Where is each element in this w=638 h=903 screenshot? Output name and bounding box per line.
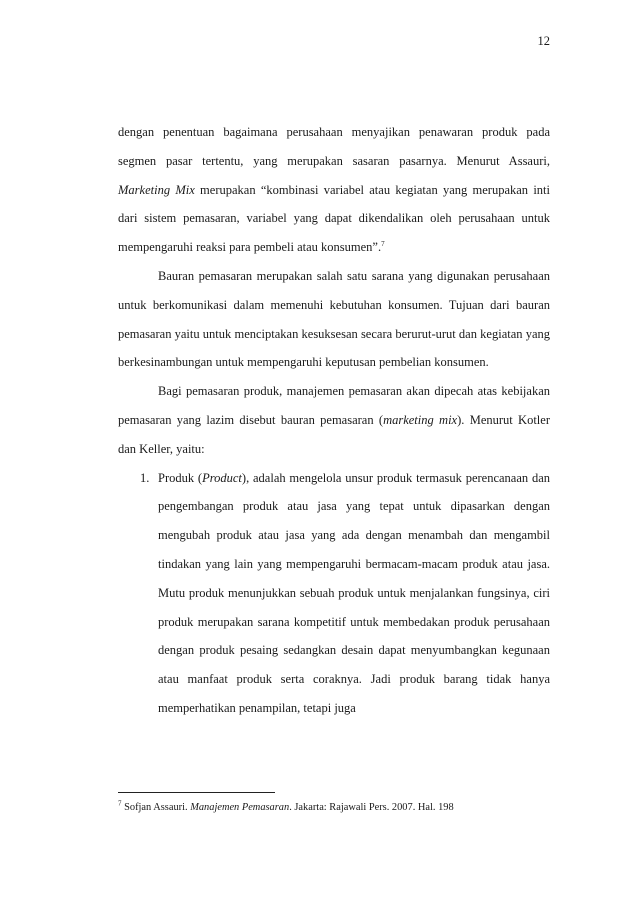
footnote-reference[interactable]: 7 <box>381 240 385 249</box>
footnote <box>118 801 550 815</box>
paragraph-3 <box>118 377 550 463</box>
paragraph-1-text-b: merupakan “kombinasi variabel atau kegiatan yang merupakan inti dari sistem pemasaran, variabel yang dapat dikendalikan oleh perusahaan untuk mempengaruhi reaksi para pembeli atau konsumen”. <box>118 182 550 255</box>
footnote-author: Sofjan Assauri. <box>121 802 191 813</box>
paragraph-3-text-b: ). Menurut Kotler dan Keller, yaitu: <box>118 412 550 456</box>
list-marker: 1. <box>140 470 150 485</box>
footnote-divider <box>118 792 275 793</box>
page-number: 12 <box>537 34 550 48</box>
paragraph-2: Bauran pemasaran merupakan salah satu sarana yang digunakan perusahaan untuk berkomunikasi dalam memenuhi kebutuhan konsumen. Tujuan dari bauran pemasaran yaitu untuk menciptakan kesuksesan secara berurut-urut dan kegiatan yang berkesinambungan untuk mempengaruhi keputusan pembelian konsumen. <box>118 268 550 370</box>
footnote-marker: 7 <box>118 799 122 808</box>
footnote-publisher: . Jakarta: Rajawali Pers. 2007. Hal. 198 <box>289 802 454 813</box>
footnote-book-title: Manajemen Pemasaran <box>190 802 290 813</box>
body-text <box>118 118 550 723</box>
list-item-text-a: Produk ( <box>158 470 203 485</box>
term-marketing-mix-lower: marketing mix <box>383 412 458 427</box>
paragraph-3-text-a: Bagi pemasaran produk, manajemen pemasaran akan dipecah atas kebijakan pemasaran yang lazim disebut bauran pemasaran ( <box>118 384 550 427</box>
term-marketing-mix: Marketing Mix <box>118 182 195 197</box>
list-item <box>118 464 550 723</box>
paragraph-1-text-a: dengan penentuan bagaimana perusahaan menyajikan penawaran produk pada segmen pasar tertentu, yang merupakan sasaran pasarnya. Menurut Assauri, <box>118 125 550 168</box>
term-product: Product <box>202 470 242 485</box>
list-item-text-b: ), adalah mengelola unsur produk termasuk perencanaan dan pengembangan produk atau jasa yang tepat untuk dipasarkan dengan mengubah produk atau jasa yang ada dengan menambah dan mengambil tindakan yang lain yang mempengaruhi bermacam-macam produk atau jasa. Mutu produk menunjukkan sebuah produk untuk menjalankan fungsinya, ciri produk merupakan sarana kompetitif untuk membedakan produk perusahaan dengan produk pesaing sedangkan desain dapat menyumbangkan kegunaan atau manfaat produk serta coraknya. Jadi produk barang tidak hanya memperhatikan penampilan, tetapi juga <box>158 470 551 715</box>
paragraph-1 <box>118 118 550 262</box>
